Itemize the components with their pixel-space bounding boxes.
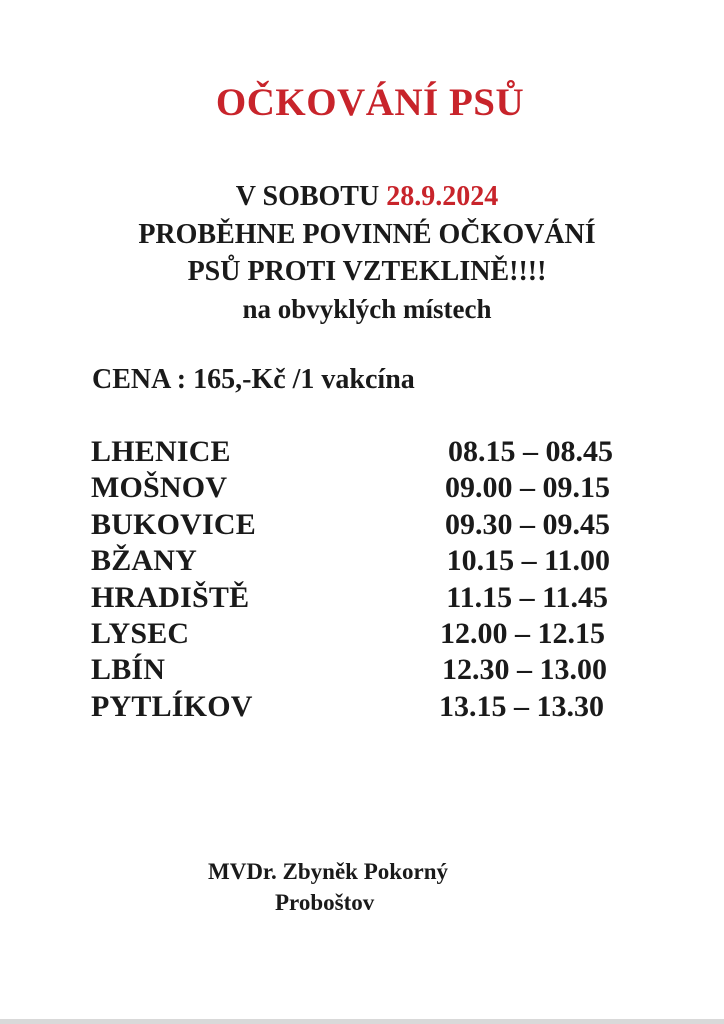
announcement-date: 28.9.2024 [386,181,499,212]
schedule-time: 11.15 – 11.45 [446,580,608,614]
schedule-place: MOŠNOV [91,471,228,505]
announcement-prefix: V SOBOTU [235,181,380,212]
scan-edge-divider [0,1019,724,1024]
schedule-row [91,652,631,688]
schedule-place: LYSEC [91,616,190,650]
signature-place: Proboštov [275,890,375,915]
announcement-line-1 [0,178,724,216]
schedule-place: PYTLÍKOV [91,689,253,723]
schedule-row [91,689,631,725]
schedule-place: BUKOVICE [91,507,256,541]
schedule-place: LHENICE [91,435,231,468]
schedule-place: HRADIŠTĚ [91,580,250,614]
announcement-line-4: na obvyklých místech [242,293,492,324]
schedule-row [91,434,631,470]
schedule-time: 09.30 – 09.45 [445,507,610,541]
schedule-time: 09.00 – 09.15 [445,471,610,505]
announcement-line-3: PSŮ PROTI VZTEKLINĚ!!!! [187,256,547,287]
schedule-list [91,434,631,725]
page-title: OČKOVÁNÍ PSŮ [215,81,525,124]
schedule-time: 10.15 – 11.00 [446,544,610,578]
announcement [0,178,724,328]
schedule-row [91,543,631,579]
signature-name: MVDr. Zbyněk Pokorný [208,859,449,884]
schedule-place: BŽANY [91,544,198,578]
schedule-row [91,507,631,543]
schedule-row [91,580,631,616]
schedule-time: 08.15 – 08.45 [448,435,613,468]
schedule-place: LBÍN [91,653,166,687]
schedule-time: 12.30 – 13.00 [442,653,607,687]
price-line: CENA : 165,-Kč /1 vakcína [92,364,415,395]
schedule-row [91,470,631,506]
schedule-time: 12.00 – 12.15 [440,616,605,650]
announcement-line-2: PROBĚHNE POVINNÉ OČKOVÁNÍ [138,218,596,250]
schedule-time: 13.15 – 13.30 [439,689,604,723]
schedule-row [91,616,631,652]
